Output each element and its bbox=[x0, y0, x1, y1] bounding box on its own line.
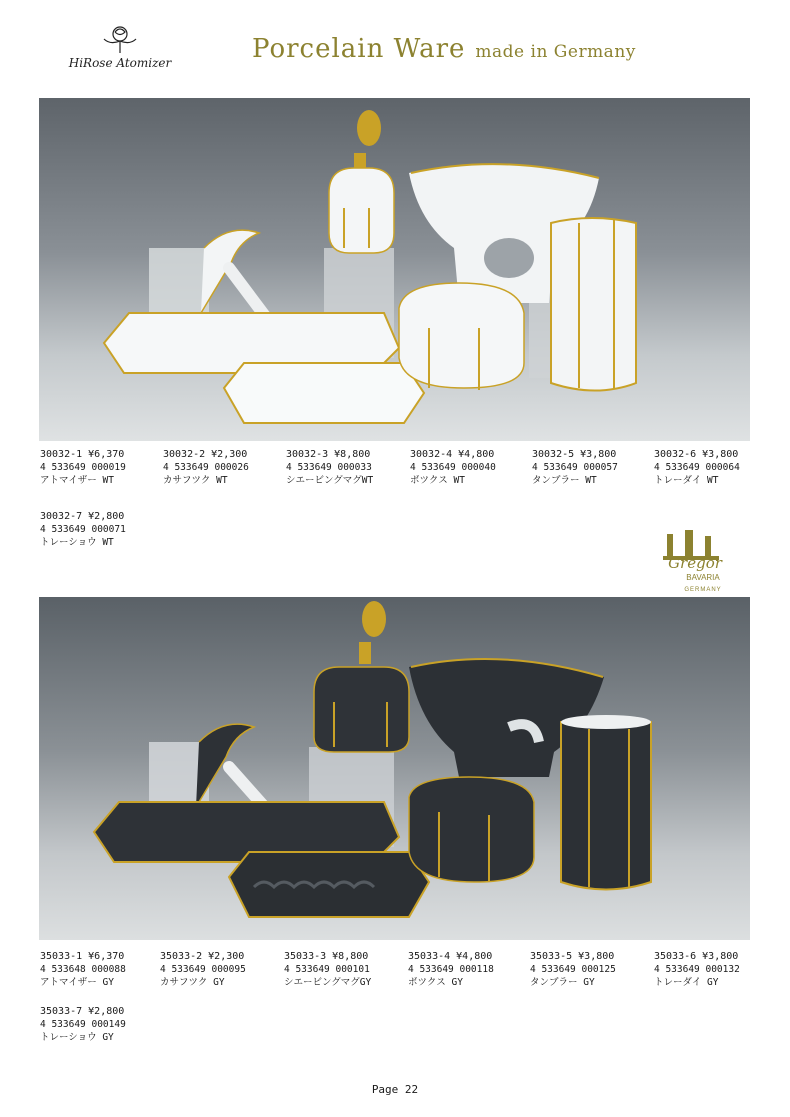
product-item bbox=[530, 950, 655, 989]
product-barcode: 4 533649 000026 bbox=[163, 462, 249, 473]
product-barcode: 4 533649 000101 bbox=[284, 964, 370, 975]
gregor-bavaria-logo bbox=[655, 528, 735, 596]
product-item bbox=[532, 448, 657, 487]
product-name: シエービングマグGY bbox=[284, 977, 372, 988]
rose-icon bbox=[45, 22, 195, 58]
product-item bbox=[284, 950, 409, 989]
product-item bbox=[40, 448, 165, 487]
product-item bbox=[40, 1005, 165, 1044]
product-code-price: 35033-2 ¥2,300 bbox=[160, 951, 245, 962]
product-barcode: 4 533649 000125 bbox=[530, 964, 616, 975]
product-name: トレーダイ GY bbox=[654, 977, 719, 988]
brand-region: BAVARIA bbox=[686, 573, 720, 582]
brand-name: Gregor bbox=[668, 554, 722, 572]
product-name: シエービングマグWT bbox=[286, 475, 374, 486]
product-code-price: 30032-3 ¥8,800 bbox=[286, 449, 371, 460]
product-item bbox=[40, 950, 165, 989]
product-name: ボツクス GY bbox=[408, 977, 463, 988]
product-barcode: 4 533649 000071 bbox=[40, 524, 126, 535]
title-subtitle: made in Germany bbox=[475, 42, 636, 62]
product-barcode: 4 533649 000040 bbox=[410, 462, 496, 473]
brand-country: GERMANY bbox=[684, 587, 722, 593]
product-name: トレーダイ WT bbox=[654, 475, 719, 486]
product-code-price: 35033-6 ¥3,800 bbox=[654, 951, 739, 962]
product-item bbox=[286, 448, 411, 487]
product-name: ボツクス WT bbox=[410, 475, 465, 486]
product-item bbox=[408, 950, 533, 989]
product-barcode: 4 533649 000064 bbox=[654, 462, 740, 473]
product-barcode: 4 533649 000132 bbox=[654, 964, 740, 975]
product-name: カサフツク WT bbox=[163, 475, 228, 486]
product-code-price: 35033-7 ¥2,800 bbox=[40, 1006, 125, 1017]
brand-logo bbox=[45, 22, 195, 77]
product-name: トレーショウ WT bbox=[40, 537, 114, 548]
product-code-price: 30032-7 ¥2,800 bbox=[40, 511, 125, 522]
product-name: アトマイザー GY bbox=[40, 977, 114, 988]
product-photo-grey bbox=[39, 597, 750, 940]
product-code-price: 30032-4 ¥4,800 bbox=[410, 449, 495, 460]
product-barcode: 4 533649 000019 bbox=[40, 462, 126, 473]
product-item bbox=[410, 448, 535, 487]
product-item bbox=[654, 950, 779, 989]
product-item bbox=[160, 950, 285, 989]
product-barcode: 4 533649 000149 bbox=[40, 1019, 126, 1030]
product-code-price: 30032-5 ¥3,800 bbox=[532, 449, 617, 460]
product-code-price: 35033-4 ¥4,800 bbox=[408, 951, 493, 962]
product-item bbox=[40, 510, 165, 549]
product-barcode: 4 533649 000033 bbox=[286, 462, 372, 473]
product-code-price: 30032-2 ¥2,300 bbox=[163, 449, 248, 460]
title-main: Porcelain Ware bbox=[252, 34, 466, 64]
product-name: タンブラー WT bbox=[532, 475, 597, 486]
page-title bbox=[252, 34, 636, 64]
product-barcode: 4 533648 000088 bbox=[40, 964, 126, 975]
product-barcode: 4 533649 000095 bbox=[160, 964, 246, 975]
product-name: トレーショウ GY bbox=[40, 1032, 114, 1043]
product-barcode: 4 533649 000118 bbox=[408, 964, 494, 975]
product-code-price: 35033-3 ¥8,800 bbox=[284, 951, 369, 962]
product-code-price: 30032-6 ¥3,800 bbox=[654, 449, 739, 460]
product-code-price: 35033-5 ¥3,800 bbox=[530, 951, 615, 962]
product-name: カサフツク GY bbox=[160, 977, 225, 988]
product-code-price: 35033-1 ¥6,370 bbox=[40, 951, 125, 962]
product-code-price: 30032-1 ¥6,370 bbox=[40, 449, 125, 460]
product-photo-white bbox=[39, 98, 750, 441]
logo-text: HiRose Atomizer bbox=[68, 56, 172, 70]
product-item bbox=[654, 448, 779, 487]
product-name: アトマイザー WT bbox=[40, 475, 114, 486]
product-item bbox=[163, 448, 288, 487]
page-number: Page 22 bbox=[371, 1083, 419, 1096]
product-name: タンブラー GY bbox=[530, 977, 595, 988]
product-barcode: 4 533649 000057 bbox=[532, 462, 618, 473]
